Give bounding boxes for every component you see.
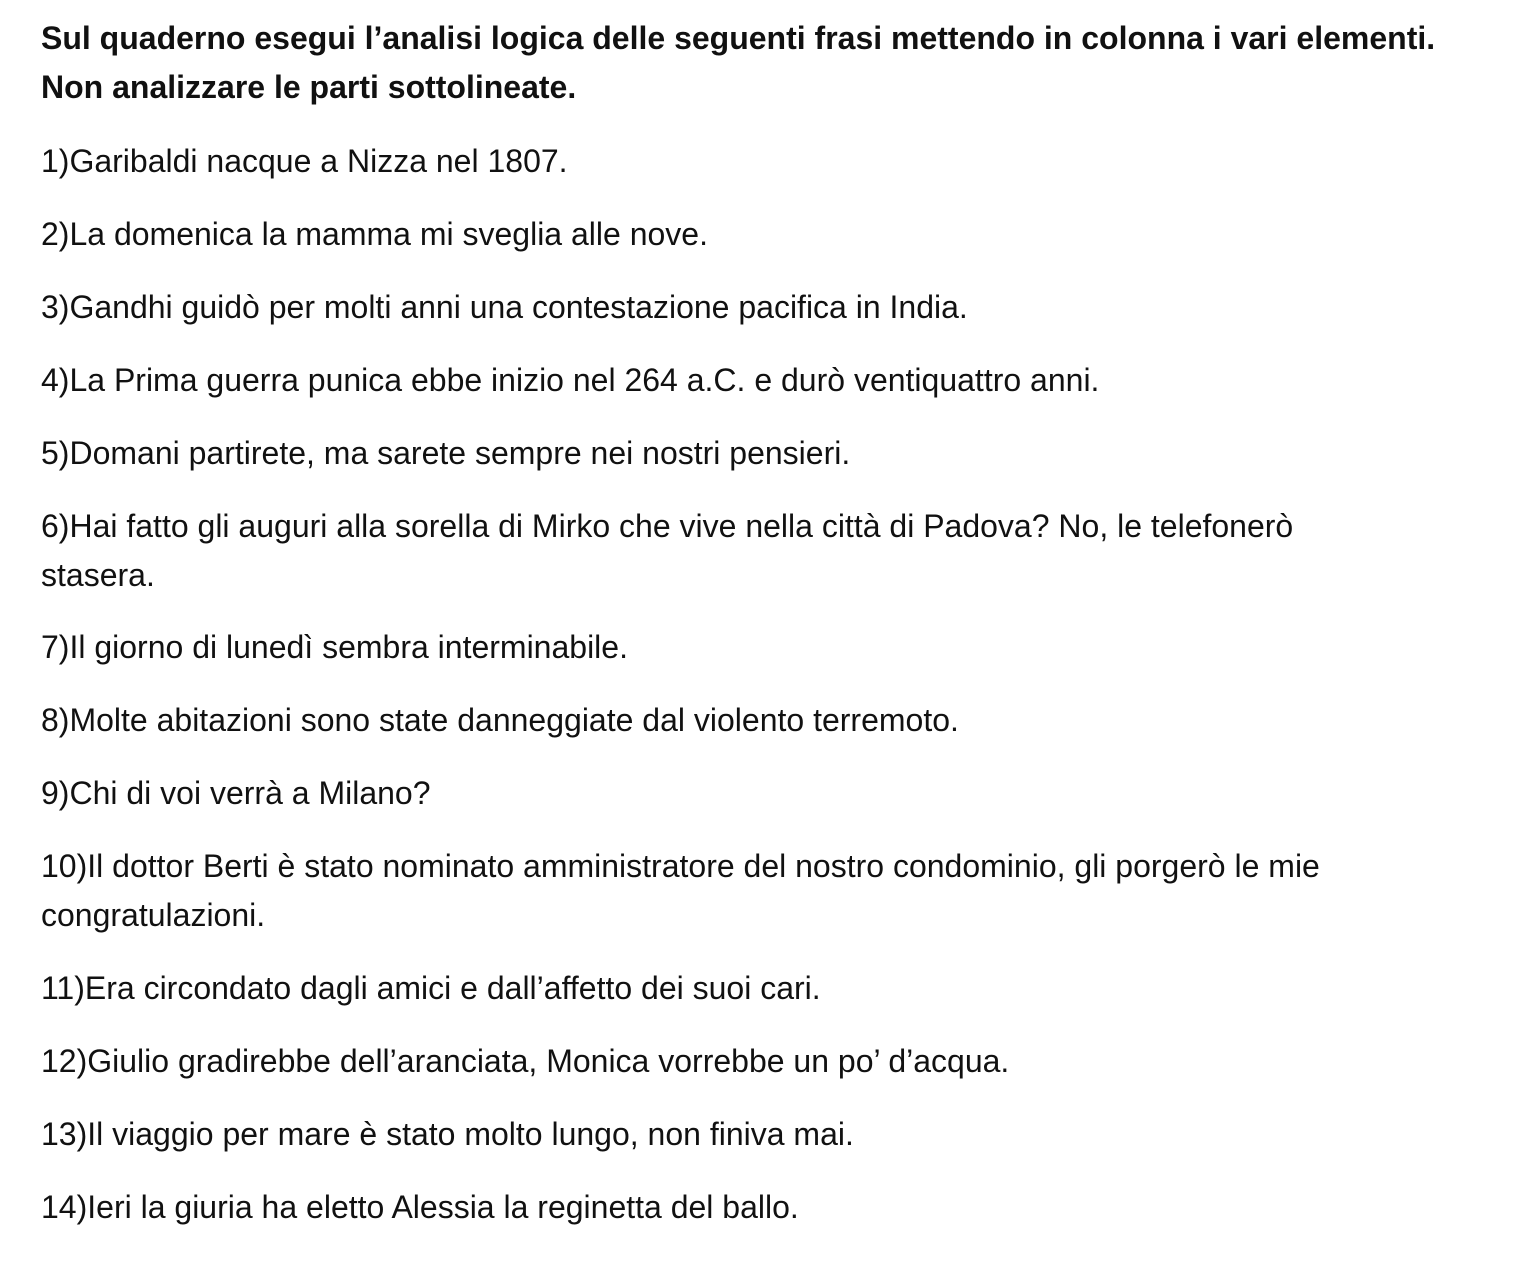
sentence-14: 14)Ieri la giuria ha eletto Alessia la reginetta del ballo. <box>41 1189 799 1225</box>
sentence-11: 11)Era circondato dagli amici e dall’affetto dei suoi cari. <box>41 970 821 1006</box>
sentence-7: 7)Il giorno di lunedì sembra interminabile. <box>41 629 628 665</box>
sentence-10-line-2: congratulazioni. <box>41 897 266 933</box>
sentence-2: 2)La domenica la mamma mi sveglia alle nove. <box>41 216 708 252</box>
sentence-12: 12)Giulio gradirebbe dell’aranciata, Monica vorrebbe un po’ d’acqua. <box>41 1043 1010 1079</box>
sentence-6-line-2: stasera. <box>41 557 155 593</box>
sentence-4: 4)La Prima guerra punica ebbe inizio nel 264 a.C. e durò ventiquattro anni. <box>41 362 1100 398</box>
sentence-3: 3)Gandhi guidò per molti anni una contestazione pacifica in India. <box>41 289 968 325</box>
sentence-9: 9)Chi di voi verrà a Milano? <box>41 775 431 811</box>
sentence-1: 1)Garibaldi nacque a Nizza nel 1807. <box>41 143 568 179</box>
sentence-8: 8)Molte abitazioni sono state danneggiate dal violento terremoto. <box>41 702 959 738</box>
sentence-10-line-1: 10)Il dottor Berti è stato nominato amministratore del nostro condominio, gli porgerò le mie <box>41 848 1320 884</box>
sentence-6-line-1: 6)Hai fatto gli auguri alla sorella di Mirko che vive nella città di Padova? No, le telefonerò <box>41 508 1294 544</box>
sentence-5: 5)Domani partirete, ma sarete sempre nei nostri pensieri. <box>41 435 851 471</box>
instructions-heading: Sul quaderno esegui l’analisi logica delle seguenti frasi mettendo in colonna i vari elementi. Non analizzare le parti sottolineate. <box>41 20 1436 105</box>
sentence-13: 13)Il viaggio per mare è stato molto lungo, non finiva mai. <box>41 1116 854 1152</box>
